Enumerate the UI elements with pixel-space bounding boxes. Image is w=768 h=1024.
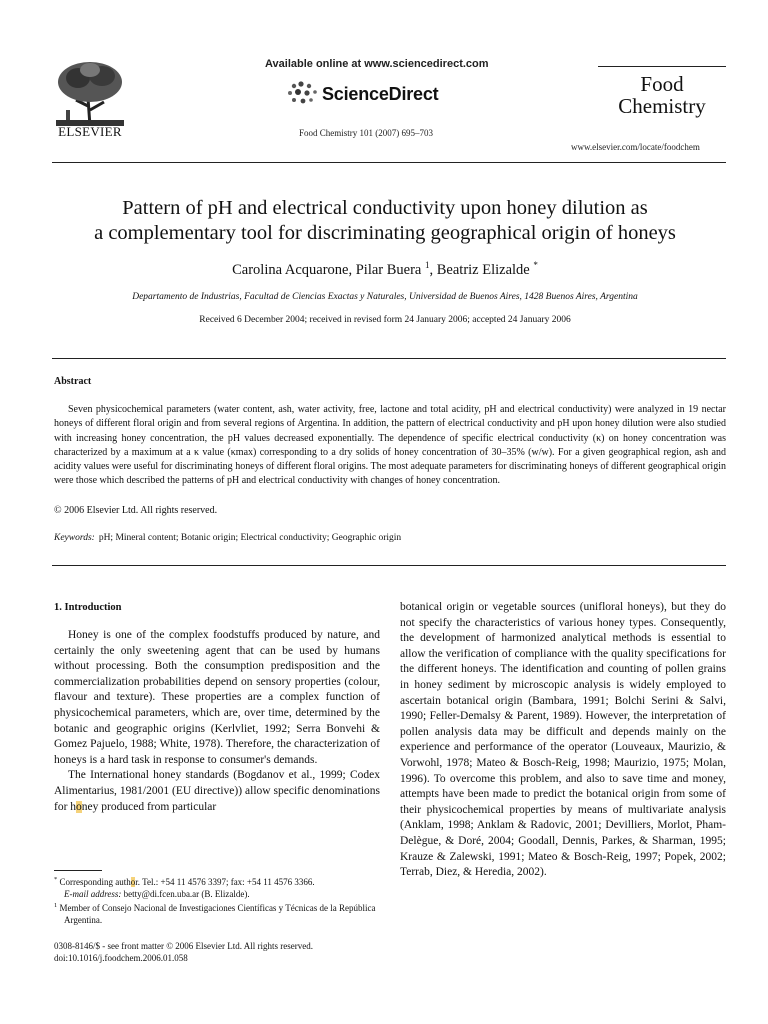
sciencedirect-wordmark[interactable]: ScienceDirect: [322, 84, 439, 104]
footnote-email: [54, 888, 384, 900]
intro-paragraph: botanical origin or vegetable sources (unifloral honeys), but they do not specify the characteristics of various honey types. Consequently, the development of harmonized analytical methods is essential to allow the verification of compliance with the quality specifications for the different honeys. The identification and counting of pollen grains in honey sediment by microscopic analysis is widely employed to ascertain botanical origin (Bambara, 1991; Bolchi Serini & Salvi, 1990; Feller-Demalsy & Parent, 1989). However, the interpretation of pollen analysis data may be difficult and depends mainly on the experience and performance of the operator (Louveaux, Maurizio, & Vorwohl, 1978; Mateo & Bosch-Reig, 1998; Maurizio, 1975; Molan, 1996). To overcome this problem, and also to save time and money, attempts have been made to predict the botanical origin from some of their physicochemical properties by means of multivariate analysis (Anklam, 1998; Anklam & Radovic, 2001; Devilliers, Morlot, Pham-Delègue, & Doré, 2004; Goodall, Dennis, Parkes, & Sharman, 1995; Krauze & Zalewski, 1991; Mateo & Bosch-Reig, 1997; Popek, 2002; Terrab, Diez, & Heredia, 2002).: [400, 601, 726, 879]
footnote-text: r. Tel.: +54 11 4576 3397; fax: +54 11 4576 3366.: [135, 877, 315, 887]
footnote-mark: *: [54, 876, 58, 883]
highlighted-text: o: [130, 877, 136, 887]
section-heading-introduction: 1. Introduction: [54, 602, 122, 613]
journal-title-line1: Food: [640, 72, 684, 96]
paragraph-text: The International honey standards (Bogdanov et al., 1999; Codex Alimentarius, 1981/2001 (EU directive)) allow specific denominations for h: [54, 769, 380, 813]
keywords-line: [54, 533, 401, 543]
received-dates: Received 6 December 2004; received in revised form 24 January 2006; accepted 24 January 2006: [199, 315, 571, 325]
journal-title-box: [598, 66, 726, 117]
right-column: [400, 600, 726, 881]
author-name: Pilar Buera: [355, 261, 422, 278]
journal-citation: Food Chemistry 101 (2007) 695–703: [299, 128, 433, 138]
abstract-bottom-divider: [52, 565, 726, 566]
author-affiliation: Departamento de Industrias, Facultad de Ciencias Exactas y Naturales, Universidad de Buenos Aires, 1428 Buenos Aires, Argentina: [132, 292, 638, 302]
author-name: Carolina Acquarone: [232, 261, 349, 278]
abstract-top-divider: [52, 358, 726, 359]
footnote-membership: [54, 900, 384, 926]
article-title-line1: Pattern of pH and electrical conductivity upon honey dilution as: [122, 197, 648, 219]
author-list: Carolina Acquarone, Pilar Buera $^1$, Beatriz Elizalde *: [232, 260, 538, 278]
header-divider: [52, 162, 726, 163]
elsevier-tree-logo: [52, 60, 128, 128]
footnote-mark[interactable]: 1: [425, 260, 430, 270]
paragraph-text: ney produced from particular: [81, 800, 217, 813]
footnote-text: Corresponding auth: [59, 877, 131, 887]
abstract-text: Seven physicochemical parameters (water content, ash, water activity, free, lactone and total acidity, pH and electrical conductivity) were analyzed in 19 nectar honeys of different floral origin and from several regions of Argentina. In addition, the pattern of electrical conductivity and pH upon honey dilution were also studied with increasing honey concentration, the pH values decreased exponentially. The dependence of specific electrical conductivity (κ) on honey concentration was characterized by a maximum at a κ value (κmax) corresponding to a dry solids of honey concentration of 30–35% (w/w). For a given geographical region, ash and acidity values were useful for discriminating honeys of different floral origins. The most adequate parameters for discriminating honeys of different geographical origin were those which described the patterns of pH and electrical conductivity with changes of honey concentration.: [54, 404, 726, 487]
sciencedirect-dots-icon: [286, 80, 320, 108]
available-online-text[interactable]: Available online at www.sciencedirect.com: [265, 58, 489, 70]
abstract-body: [54, 403, 726, 489]
highlighted-text: o: [76, 800, 82, 813]
email-label: E-mail address:: [64, 889, 122, 899]
email-link[interactable]: betty@di.fcen.uba.ar (B. Elizalde).: [123, 889, 250, 899]
intro-paragraph: Honey is one of the complex foodstuffs produced by nature, and certainly the only sweetening agent that can be used by humans without processing. Both the consumption predisposition and the commercialization probabilities depend on sensory properties (colour, flavour and texture). These properties are a complex function of physicochemical parameters, which are, over time, determined by the botanic and geographic origins (Kerlvliet, 1992; Serra Bonvehi & Gomez Pajuelo, 1988; White, 1978). Therefore, the characterization of honeys is a hard task in response to consumer's demands.: [54, 629, 380, 766]
journal-url-link[interactable]: www.elsevier.com/locate/foodchem: [571, 142, 700, 152]
article-title: [40, 196, 730, 246]
corresponding-author-mark[interactable]: *: [533, 260, 538, 270]
keywords-label: Keywords:: [54, 533, 95, 543]
footnote-mark: 1: [54, 902, 58, 909]
footnote-divider: [54, 870, 102, 871]
abstract-copyright: © 2006 Elsevier Ltd. All rights reserved.: [54, 505, 218, 516]
journal-title-line2: Chemistry: [618, 94, 706, 118]
intro-paragraph: [54, 768, 380, 815]
publisher-name: ELSEVIER: [58, 124, 122, 139]
abstract-heading: Abstract: [54, 376, 92, 387]
article-title-line2: a complementary tool for discriminating geographical origin of honeys: [94, 222, 676, 244]
front-matter-footer: [54, 940, 313, 964]
footnotes: [54, 874, 384, 926]
issn-line: 0308-8146/$ - see front matter © 2006 Elsevier Ltd. All rights reserved.: [54, 941, 314, 951]
doi-line[interactable]: doi:10.1016/j.foodchem.2006.01.058: [54, 953, 188, 963]
footnote-text: Member of Consejo Nacional de Investigaciones Científicas y Técnicas de la República Argentina.: [59, 903, 376, 925]
footnote-corresponding-author: [54, 874, 384, 888]
keywords-list: pH; Mineral content; Botanic origin; Electrical conductivity; Geographic origin: [98, 533, 402, 543]
left-column: [54, 628, 380, 815]
author-name: Beatriz Elizalde: [436, 261, 530, 278]
